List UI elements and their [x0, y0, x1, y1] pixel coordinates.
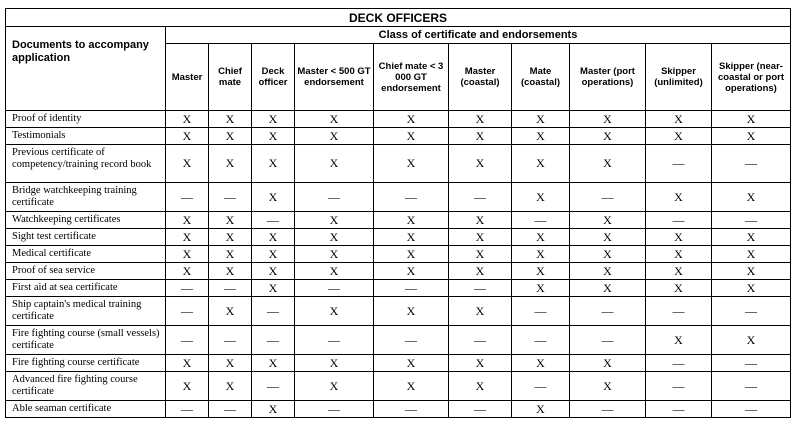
document-label: Able seaman certificate [6, 401, 166, 418]
requirement-cell: — [252, 297, 295, 326]
column-header-master: Master [166, 44, 209, 111]
requirement-cell: — [646, 297, 712, 326]
column-header-master-coastal: Master (coastal) [449, 44, 512, 111]
requirement-cell: X [374, 246, 449, 263]
requirement-cell: X [374, 212, 449, 229]
column-header-chief-mate: Chief mate [209, 44, 252, 111]
requirement-cell: — [512, 372, 570, 401]
requirement-cell: — [449, 183, 512, 212]
requirement-cell: X [166, 372, 209, 401]
requirement-cell: X [449, 145, 512, 183]
requirement-cell: — [295, 326, 374, 355]
requirement-cell: X [449, 297, 512, 326]
requirement-cell: — [512, 212, 570, 229]
document-label: Sight test certificate [6, 229, 166, 246]
requirement-cell: X [712, 128, 791, 145]
requirement-cell: X [449, 355, 512, 372]
requirement-cell: X [512, 183, 570, 212]
requirement-cell: X [166, 263, 209, 280]
requirement-cell: X [295, 212, 374, 229]
table-row [6, 263, 791, 280]
requirement-cell: X [374, 297, 449, 326]
requirement-cell: X [570, 111, 646, 128]
table-row [6, 212, 791, 229]
documents-column-header: Documents to accompany application [6, 27, 166, 111]
requirement-cell: X [166, 246, 209, 263]
requirement-cell: — [374, 401, 449, 418]
requirement-cell: X [512, 128, 570, 145]
requirement-cell: X [209, 355, 252, 372]
requirement-cell: X [295, 111, 374, 128]
requirement-cell: X [449, 372, 512, 401]
table-title: DECK OFFICERS [6, 9, 791, 27]
column-header-chief-mate-3000gt: Chief mate < 3 000 GT endorsement [374, 44, 449, 111]
requirement-cell: — [646, 372, 712, 401]
requirement-cell: X [252, 128, 295, 145]
requirement-cell: X [449, 111, 512, 128]
requirement-cell: X [295, 246, 374, 263]
requirement-cell: X [252, 229, 295, 246]
requirement-cell: X [712, 326, 791, 355]
requirement-cell: — [295, 401, 374, 418]
requirement-cell: — [646, 212, 712, 229]
requirement-cell: — [646, 401, 712, 418]
table-row [6, 401, 791, 418]
table-row [6, 229, 791, 246]
document-label: Ship captain's medical training certificate [6, 297, 166, 326]
requirement-cell: — [512, 326, 570, 355]
requirement-cell: X [512, 355, 570, 372]
requirement-cell: X [252, 263, 295, 280]
requirement-cell: — [166, 280, 209, 297]
requirement-cell: — [712, 355, 791, 372]
requirement-cell: — [252, 212, 295, 229]
requirement-cell: X [295, 145, 374, 183]
requirement-cell: X [209, 297, 252, 326]
document-label: Testimonials [6, 128, 166, 145]
requirement-cell: X [166, 212, 209, 229]
requirement-cell: — [449, 401, 512, 418]
requirement-cell: — [209, 401, 252, 418]
requirement-cell: X [295, 372, 374, 401]
requirement-cell: X [166, 128, 209, 145]
document-label: Watchkeeping certificates [6, 212, 166, 229]
requirement-cell: X [570, 355, 646, 372]
deck-officers-table [5, 8, 791, 418]
requirement-cell: — [570, 401, 646, 418]
requirement-cell: — [449, 280, 512, 297]
column-header-skipper-near-coastal: Skipper (near-coastal or port operations) [712, 44, 791, 111]
requirement-cell: X [252, 401, 295, 418]
requirement-cell: X [512, 145, 570, 183]
requirement-cell: X [209, 128, 252, 145]
requirement-cell: X [209, 263, 252, 280]
requirement-cell: X [209, 212, 252, 229]
requirement-cell: X [374, 263, 449, 280]
requirement-cell: X [449, 246, 512, 263]
requirement-cell: X [449, 128, 512, 145]
requirement-cell: — [295, 183, 374, 212]
column-header-master-port-operations: Master (port operations) [570, 44, 646, 111]
requirement-cell: — [295, 280, 374, 297]
document-label: Fire fighting course certificate [6, 355, 166, 372]
requirement-cell: X [295, 229, 374, 246]
requirement-cell: — [374, 280, 449, 297]
requirement-cell: X [512, 246, 570, 263]
requirement-cell: X [374, 128, 449, 145]
document-label: First aid at sea certificate [6, 280, 166, 297]
requirement-cell: — [166, 401, 209, 418]
requirement-cell: X [295, 263, 374, 280]
table-row [6, 280, 791, 297]
requirement-cell: X [374, 111, 449, 128]
requirement-cell: X [166, 145, 209, 183]
requirement-cell: — [712, 297, 791, 326]
requirement-cell: X [712, 183, 791, 212]
column-header-deck-officer: Deck officer [252, 44, 295, 111]
requirement-cell: — [646, 355, 712, 372]
requirement-cell: X [570, 145, 646, 183]
requirement-cell: — [252, 372, 295, 401]
requirement-cell: X [512, 111, 570, 128]
table-row [6, 183, 791, 212]
document-label: Fire fighting course (small vessels) certificate [6, 326, 166, 355]
document-label: Medical certificate [6, 246, 166, 263]
document-label: Previous certificate of competency/training record book [6, 145, 166, 183]
requirement-cell: X [570, 229, 646, 246]
requirement-cell: X [646, 111, 712, 128]
requirement-cell: X [449, 212, 512, 229]
requirement-cell: X [166, 229, 209, 246]
requirement-cell: X [712, 229, 791, 246]
requirement-cell: — [712, 401, 791, 418]
requirement-cell: — [449, 326, 512, 355]
requirement-cell: X [374, 229, 449, 246]
requirement-cell: — [646, 145, 712, 183]
requirement-cell: X [712, 246, 791, 263]
requirement-cell: — [374, 183, 449, 212]
requirement-cell: — [570, 326, 646, 355]
requirement-cell: X [209, 229, 252, 246]
column-header-master-500gt: Master < 500 GT endorsement [295, 44, 374, 111]
column-header-mate-coastal: Mate (coastal) [512, 44, 570, 111]
requirement-cell: X [646, 183, 712, 212]
requirement-cell: — [209, 280, 252, 297]
requirement-cell: X [512, 263, 570, 280]
requirement-cell: X [449, 263, 512, 280]
document-label: Proof of sea service [6, 263, 166, 280]
table-row [6, 372, 791, 401]
document-label: Advanced fire fighting course certificate [6, 372, 166, 401]
requirement-cell: — [712, 212, 791, 229]
requirement-cell: X [449, 229, 512, 246]
requirement-cell: X [209, 111, 252, 128]
requirement-cell: X [512, 280, 570, 297]
requirement-cell: — [166, 183, 209, 212]
requirement-cell: X [252, 111, 295, 128]
table-row [6, 297, 791, 326]
requirement-cell: X [512, 401, 570, 418]
requirement-cell: X [570, 263, 646, 280]
document-label: Proof of identity [6, 111, 166, 128]
requirement-cell: X [295, 355, 374, 372]
requirement-cell: — [374, 326, 449, 355]
requirement-cell: X [712, 263, 791, 280]
requirement-cell: — [209, 326, 252, 355]
requirement-cell: — [712, 145, 791, 183]
requirement-cell: — [252, 326, 295, 355]
requirement-cell: X [374, 372, 449, 401]
requirement-cell: X [646, 326, 712, 355]
requirement-cell: X [570, 372, 646, 401]
table-row [6, 326, 791, 355]
requirement-cell: X [252, 145, 295, 183]
requirement-cell: X [209, 372, 252, 401]
requirement-cell: X [646, 229, 712, 246]
column-header-skipper-unlimited: Skipper (unlimited) [646, 44, 712, 111]
requirement-cell: — [166, 326, 209, 355]
requirement-cell: — [512, 297, 570, 326]
table-body [6, 111, 791, 418]
requirement-cell: X [712, 280, 791, 297]
requirement-cell: X [295, 128, 374, 145]
requirement-cell: — [570, 183, 646, 212]
class-of-certificate-header: Class of certificate and endorsements [166, 27, 791, 44]
requirement-cell: X [646, 128, 712, 145]
requirement-cell: — [209, 183, 252, 212]
requirement-cell: X [374, 355, 449, 372]
requirement-cell: X [209, 145, 252, 183]
requirement-cell: X [646, 280, 712, 297]
table-row [6, 128, 791, 145]
table-row [6, 111, 791, 128]
requirement-cell: X [570, 212, 646, 229]
document-label: Bridge watchkeeping training certificate [6, 183, 166, 212]
requirement-cell: — [166, 297, 209, 326]
requirement-cell: — [570, 297, 646, 326]
requirement-cell: X [570, 128, 646, 145]
table-row [6, 246, 791, 263]
requirement-cell: X [166, 111, 209, 128]
requirement-cell: X [712, 111, 791, 128]
requirement-cell: X [209, 246, 252, 263]
requirement-cell: X [646, 246, 712, 263]
requirement-cell: X [252, 355, 295, 372]
requirement-cell: X [512, 229, 570, 246]
requirement-cell: X [252, 246, 295, 263]
requirement-cell: X [252, 183, 295, 212]
requirement-cell: X [166, 355, 209, 372]
requirement-cell: X [646, 263, 712, 280]
requirement-cell: X [570, 280, 646, 297]
table-row [6, 355, 791, 372]
requirement-cell: X [295, 297, 374, 326]
requirement-cell: — [712, 372, 791, 401]
requirement-cell: X [252, 280, 295, 297]
requirement-cell: X [374, 145, 449, 183]
table-row [6, 145, 791, 183]
requirement-cell: X [570, 246, 646, 263]
